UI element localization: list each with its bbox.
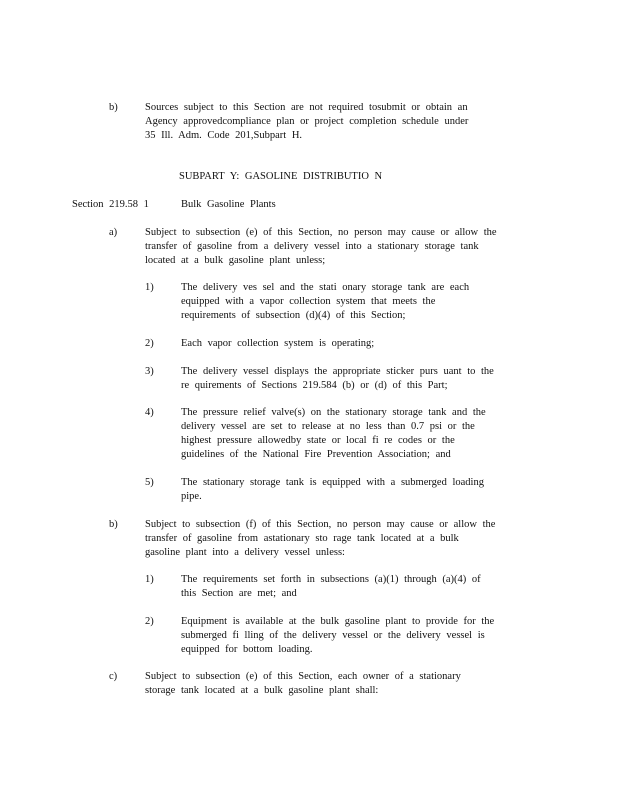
subitem-text — [181, 476, 484, 504]
item-text — [145, 518, 495, 560]
section-label: Section 219.58 1 — [72, 199, 149, 210]
subitem-text — [181, 615, 494, 657]
top-item-text — [145, 101, 468, 143]
text-line: transfer of gasoline from astationary sto rage tank located at a bulk — [145, 533, 459, 544]
subitem-text — [181, 337, 374, 351]
text-line: Subject to subsection (e) of this Section, no person may cause or allow the — [145, 227, 497, 238]
text-line: this Section are met; and — [181, 588, 297, 599]
text-line: The delivery vessel displays the appropriate sticker purs uant to the — [181, 366, 494, 377]
subitem-label: 5) — [145, 477, 154, 488]
text-line: The requirements set forth in subsections (a)(1) through (a)(4) of — [181, 574, 481, 585]
text-line: submerged fi lling of the delivery vessel or the delivery vessel is — [181, 630, 485, 641]
text-line: delivery vessel are set to release at no less than 0.7 psi or the — [181, 421, 475, 432]
subitem-label: 2) — [145, 616, 154, 627]
text-line: storage tank located at a bulk gasoline plant shall: — [145, 685, 379, 696]
subitem-text — [181, 281, 469, 323]
subitem-label: 2) — [145, 338, 154, 349]
item-label: b) — [109, 519, 118, 530]
subitem-label: 1) — [145, 282, 154, 293]
text-line: Each vapor collection system is operating; — [181, 338, 375, 349]
item-label: a) — [109, 227, 118, 238]
text-line: Agency approvedcompliance plan or project completion schedule under — [145, 116, 469, 127]
subitem-label: 4) — [145, 407, 154, 418]
text-line: 35 Ill. Adm. Code 201,Subpart H. — [145, 130, 303, 141]
text-line: guidelines of the National Fire Prevention Association; and — [181, 449, 451, 460]
item-text — [145, 226, 497, 268]
text-line: Sources subject to this Section are not required tosubmit or obtain an — [145, 102, 468, 113]
subpart-heading: SUBPART Y: GASOLINE DISTRIBUTIO N — [179, 171, 383, 182]
text-line: The pressure relief valve(s) on the stationary storage tank and the — [181, 407, 486, 418]
section-title: Bulk Gasoline Plants — [181, 199, 276, 210]
text-line: requirements of subsection (d)(4) of this Section; — [181, 310, 406, 321]
subitem-label: 3) — [145, 366, 154, 377]
text-line: gasoline plant into a delivery vessel unless: — [145, 547, 345, 558]
text-line: Equipment is available at the bulk gasoline plant to provide for the — [181, 616, 495, 627]
text-line: Subject to subsection (e) of this Section, each owner of a stationary — [145, 671, 461, 682]
subitem-text — [181, 573, 481, 601]
text-line: equipped with a vapor collection system that meets the — [181, 296, 436, 307]
text-line: The delivery ves sel and the stati onary storage tank are each — [181, 282, 470, 293]
item-text — [145, 670, 461, 698]
subitem-text — [181, 365, 494, 393]
text-line: located at a bulk gasoline plant unless; — [145, 255, 326, 266]
text-line: highest pressure allowedby state or local fi re codes or the — [181, 435, 455, 446]
item-label: c) — [109, 671, 118, 682]
text-line: re quirements of Sections 219.584 (b) or (d) of this Part; — [181, 380, 448, 391]
text-line: pipe. — [181, 491, 202, 502]
top-item-label: b) — [109, 102, 118, 113]
text-line: The stationary storage tank is equipped with a submerged loading — [181, 477, 484, 488]
subitem-label: 1) — [145, 574, 154, 585]
subitem-text — [181, 406, 486, 462]
text-line: equipped for bottom loading. — [181, 644, 313, 655]
text-line: transfer of gasoline from a delivery vessel into a stationary storage tank — [145, 241, 479, 252]
text-line: Subject to subsection (f) of this Section, no person may cause or allow the — [145, 519, 496, 530]
